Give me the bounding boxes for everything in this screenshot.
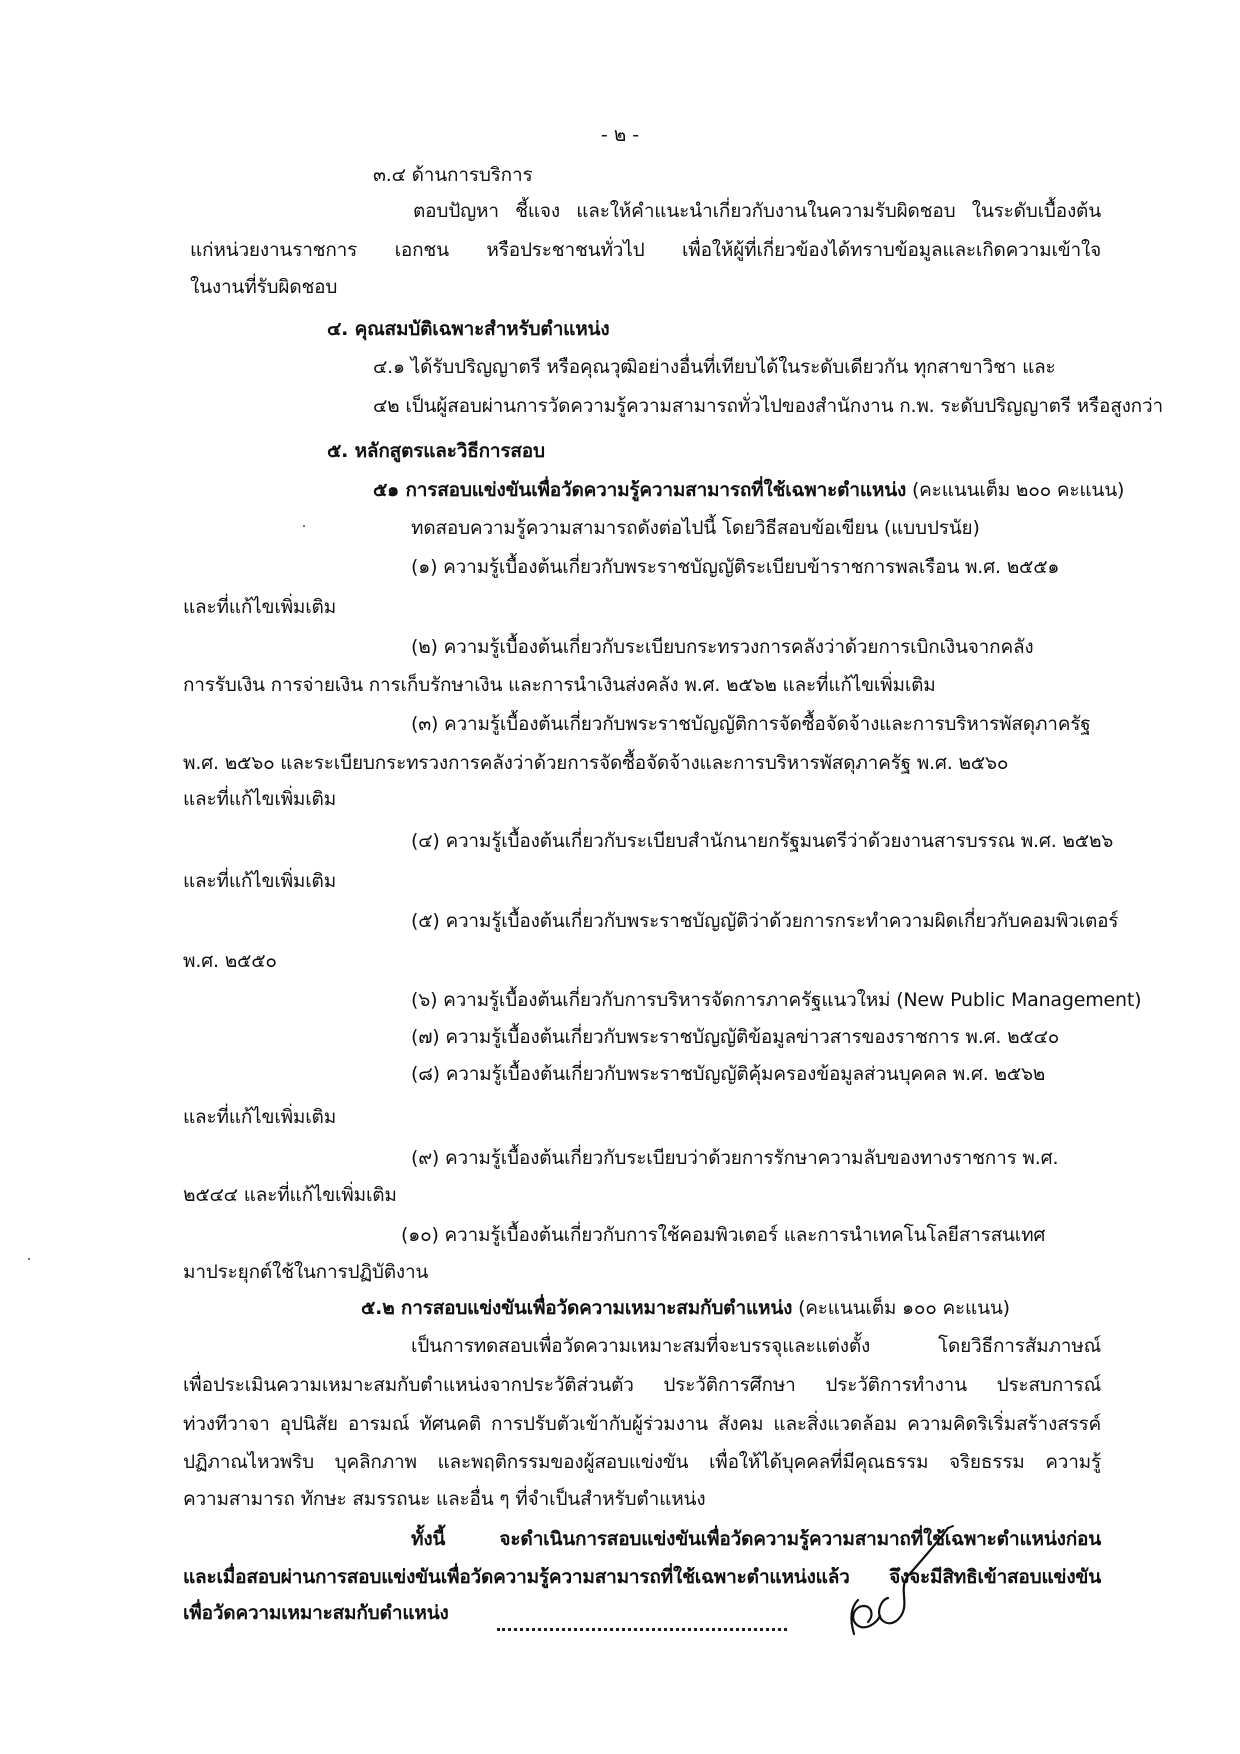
signature-dotted-line — [497, 1628, 787, 1631]
exam-topic-continuation: และที่แก้ไขเพิ่มเติม — [183, 788, 337, 810]
closing-line: ทั้งนี้ จะดำเนินการสอบแข่งขันเพื่อวัดความรู้ความสามาถที่ใช้เฉพาะตำแหน่งก่อน — [411, 1528, 1101, 1550]
section-5-2-line: เพื่อประเมินความเหมาะสมกับตำแหน่งจากประวัติส่วนตัว ประวัติการศึกษา ประวัติการทำงาน ประสบการณ์ — [183, 1374, 1101, 1396]
section-5-2-heading — [361, 1293, 1010, 1323]
exam-topic-item: (๓) ความรู้เบื้องต้นเกี่ยวกับพระราชบัญญัติการจัดซื้อจัดจ้างและการบริหารพัสดุภาครัฐ — [411, 713, 1091, 735]
section-3-4-line: ในงานที่รับผิดชอบ — [190, 276, 338, 298]
exam-topic-item: (๑๐) ความรู้เบื้องต้นเกี่ยวกับการใช้คอมพิวเตอร์ และการนำเทคโนโลยีสารสนเทศ — [401, 1224, 1046, 1246]
section-5-1-intro: ทดสอบความรู้ความสามารถดังต่อไปนี้ โดยวิธีสอบข้อเขียน (แบบปรนัย) — [411, 517, 980, 539]
exam-topic-item: (๒) ความรู้เบื้องต้นเกี่ยวกับระเบียบกระทรวงการคลังว่าด้วยการเบิกเงินจากคลัง — [411, 636, 1034, 658]
section-5-2-title: ๕.๒ การสอบแข่งขันเพื่อวัดความเหมาะสมกับตำแหน่ง — [361, 1297, 793, 1319]
closing-line: และเมื่อสอบผ่านการสอบแข่งขันเพื่อวัดความรู้ความสามารถที่ใช้เฉพาะตำแหน่งแล้ว จึงจะมีสิทธิเข้าสอบแข่งขัน — [183, 1566, 1101, 1588]
section-5-1-score: (คะแนนเต็ม ๒๐๐ คะแนน) — [906, 479, 1125, 501]
exam-topic-continuation: และที่แก้ไขเพิ่มเติม — [183, 596, 337, 618]
section-5-2-line: เป็นการทดสอบเพื่อวัดความเหมาะสมที่จะบรรจุและแต่งตั้ง โดยวิธีการสัมภาษณ์ — [411, 1335, 1101, 1357]
exam-topic-item: (๕) ความรู้เบื้องต้นเกี่ยวกับพระราชบัญญัติว่าด้วยการกระทำความผิดเกี่ยวกับคอมพิวเตอร์ — [411, 910, 1119, 932]
section-5-2-score: (คะแนนเต็ม ๑๐๐ คะแนน) — [792, 1297, 1010, 1319]
section-5-heading: ๕. หลักสูตรและวิธีการสอบ — [327, 440, 545, 462]
exam-topic-continuation: พ.ศ. ๒๕๕๐ — [183, 950, 277, 972]
exam-topic-continuation: และที่แก้ไขเพิ่มเติม — [183, 870, 337, 892]
section-3-4-line: ตอบปัญหา ชี้แจง และให้คำแนะนำเกี่ยวกับงานในความรับผิดชอบ ในระดับเบื้องต้น — [413, 200, 1101, 222]
qualification-item: ๔๒ เป็นผู้สอบผ่านการวัดความรู้ความสามารถทั่วไปของสำนักงาน ก.พ. ระดับปริญญาตรี หรือสูงกว่า — [373, 395, 1163, 417]
exam-topic-continuation: การรับเงิน การจ่ายเงิน การเก็บรักษาเงิน และการนำเงินส่งคลัง พ.ศ. ๒๕๖๒ และที่แก้ไขเพิ่มเติม — [183, 674, 936, 696]
exam-topic-item: (๘) ความรู้เบื้องต้นเกี่ยวกับพระราชบัญญัติคุ้มครองข้อมูลส่วนบุคคล พ.ศ. ๒๕๖๒ — [411, 1063, 1046, 1085]
exam-topic-item: (๙) ความรู้เบื้องต้นเกี่ยวกับระเบียบว่าด้วยการรักษาความลับของทางราชการ พ.ศ. — [411, 1147, 1059, 1169]
exam-topic-continuation: มาประยุกต์ใช้ในการปฏิบัติงาน — [183, 1261, 429, 1283]
closing-line: เพื่อวัดความเหมาะสมกับตำแหน่ง — [183, 1602, 449, 1624]
qualification-item: ๔.๑ ได้รับปริญญาตรี หรือคุณวุฒิอย่างอื่นที่เทียบได้ในระดับเดียวกัน ทุกสาขาวิชา และ — [373, 356, 1056, 378]
section-5-2-line: ความสามารถ ทักษะ สมรรถนะ และอื่น ๆ ที่จำเป็นสำหรับตำแหน่ง — [183, 1488, 706, 1510]
section-3-4-line: แก่หน่วยงานราชการ เอกชน หรือประชาชนทั่วไป เพื่อให้ผู้ที่เกี่ยวข้องได้ทราบข้อมูลและเกิดความเข้าใจ — [190, 239, 1101, 261]
scan-speck — [28, 1258, 30, 1260]
section-4-heading: ๔. คุณสมบัติเฉพาะสำหรับตำแหน่ง — [327, 318, 610, 340]
exam-topic-continuation: ๒๕๔๔ และที่แก้ไขเพิ่มเติม — [183, 1184, 397, 1206]
section-5-1-title: ๕๑ การสอบแข่งขันเพื่อวัดความรู้ความสามารถที่ใช้เฉพาะตำแหน่ง — [373, 479, 907, 501]
signature-initials-icon — [820, 1520, 980, 1640]
section-5-2-line: ปฏิภาณไหวพริบ บุคลิกภาพ และพฤติกรรมของผู้สอบแข่งขัน เพื่อให้ได้บุคคลที่มีคุณธรรม จริยธรรม ความรู้ — [183, 1451, 1101, 1473]
exam-topic-item: (๗) ความรู้เบื้องต้นเกี่ยวกับพระราชบัญญัติข้อมูลข่าวสารของราชการ พ.ศ. ๒๕๔๐ — [411, 1026, 1060, 1048]
exam-topic-continuation: พ.ศ. ๒๕๖๐ และระเบียบกระทรวงการคลังว่าด้วยการจัดซื้อจัดจ้างและการบริหารพัสดุภาครัฐ พ.ศ. ๒๕๖๐ — [183, 752, 1009, 774]
scan-speck — [303, 525, 305, 527]
section-3-4-heading: ๓.๔ ด้านการบริการ — [373, 164, 533, 186]
section-5-1-heading — [373, 475, 1124, 505]
page-number: - ๒ - — [600, 124, 640, 146]
exam-topic-item: (๖) ความรู้เบื้องต้นเกี่ยวกับการบริหารจัดการภาครัฐแนวใหม่ (New Public Management) — [411, 989, 1142, 1011]
exam-topic-continuation: และที่แก้ไขเพิ่มเติม — [183, 1106, 337, 1128]
exam-topic-item: (๑) ความรู้เบื้องต้นเกี่ยวกับพระราชบัญญัติระเบียบข้าราชการพลเรือน พ.ศ. ๒๕๕๑ — [411, 556, 1060, 578]
exam-topic-item: (๔) ความรู้เบื้องต้นเกี่ยวกับระเบียบสำนักนายกรัฐมนตรีว่าด้วยงานสารบรรณ พ.ศ. ๒๕๒๖ — [411, 830, 1114, 852]
section-5-2-line: ท่วงทีวาจา อุปนิสัย อารมณ์ ทัศนคติ การปรับตัวเข้ากับผู้ร่วมงาน สังคม และสิ่งแวดล้อม ความคิดริเริ่มสร้างสรรค์ — [183, 1413, 1101, 1435]
